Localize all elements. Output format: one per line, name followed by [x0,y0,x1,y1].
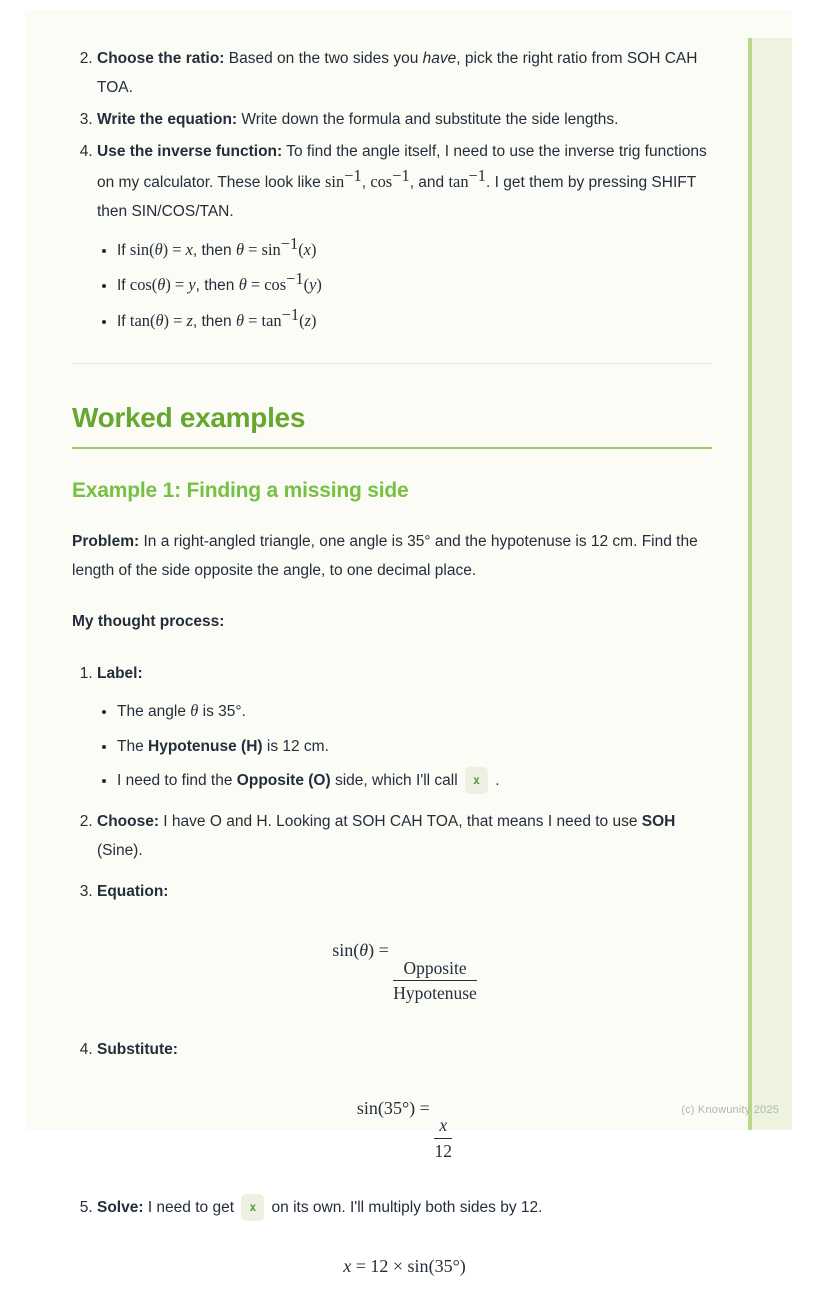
text-run: side, which I'll call [330,771,462,789]
text-run: x [343,1255,352,1276]
text-run: ) [310,239,317,259]
step-substitute-text [97,1035,712,1064]
text-run: The [117,737,149,755]
text-run: Use the inverse function: [97,143,283,161]
label-details-list [97,696,712,795]
text-run: To find the angle itself, I need to use the inverse trig functions on my calculator. These look like [97,143,707,191]
document-page [25,10,792,1276]
text-run: In a right-angled triangle, one angle is 35° and the hypotenuse is 12 cm. Find the length of the side opposite the angle, to one decimal place. [72,533,698,580]
text-run: . [490,771,500,789]
method-steps-list [72,44,712,337]
thought-process-label [72,607,712,636]
text-run: have [422,50,457,67]
text-run: ) = [368,940,394,961]
text-run: = 12 × sin(35°) [351,1255,466,1276]
text-run: I have O and H. Looking at SOH CAH TOA, that means I need to use [159,812,642,830]
inline-code-badge: x [241,1194,264,1222]
section-divider [72,363,712,364]
inline-code-badge: x [465,767,488,795]
text-run: is 12 cm. [262,737,329,755]
text-run: tan [261,311,282,331]
text-run: on its own. I'll multiply both sides by 12. [267,1198,543,1216]
solution-steps-list [72,659,712,1284]
text-run: −1 [468,165,487,185]
text-run: −1 [281,305,300,325]
example-heading: Example 1: Finding a missing side [72,479,409,503]
bullet-item-tan-inverse [117,306,712,337]
step-label-text [97,659,712,688]
list-item-write-equation [97,105,712,134]
text-run: θ [157,275,166,295]
text-run: SOH [641,812,676,830]
text-run: is 35°. [198,702,246,720]
text-run: z [304,311,311,331]
text-run: Substitute: [97,1040,178,1058]
text-run: θ [235,311,245,331]
section-heading-worked-examples: Worked examples [72,402,712,449]
text-run: I need to find the [117,771,237,789]
text-run: tan( [129,311,156,331]
text-run: −1 [392,165,410,185]
bullet-item-sin-inverse [117,235,712,266]
text-run: (Sine). [97,841,143,859]
equation-lhs [357,1099,434,1118]
text-run: Choose the ratio: [97,50,225,67]
text-run: Label: [97,664,143,682]
watermark: (c) Knowunity 2025 [681,1104,779,1116]
equation-solve [97,1250,712,1284]
text-run: ) = [165,275,189,295]
text-run: , then [192,241,236,259]
text-run: Problem: [72,533,140,551]
text-run: If [117,313,130,331]
text-run: , and [409,173,449,191]
text-run: = [246,275,265,295]
text-run: My thought process: [72,613,225,631]
list-item-inverse-function [97,137,712,337]
text-run: x [303,239,311,259]
step-label [97,659,712,795]
fraction-denominator: 12 [434,1141,452,1162]
text-run: = [244,311,262,331]
text-run: θ [359,940,369,961]
text-run: Hypotenuse (H) [148,737,263,755]
text-run: Opposite (O) [236,771,331,789]
text-run: = [244,239,262,259]
fraction [393,957,477,1005]
text-run: cos [264,275,287,295]
text-run: Choose: [97,812,159,830]
step-equation [97,877,712,1005]
text-run: If [117,277,130,295]
text-run: , then [192,313,236,331]
page-content [72,10,712,1314]
text-run: x [185,239,193,259]
text-run: cos( [129,275,158,295]
text-run: y [309,275,317,295]
text-run: θ [154,239,163,259]
text-run: If [117,241,130,259]
text-run: Solve: [97,1198,144,1216]
text-run: ( [299,311,305,331]
text-run: ( [298,239,304,259]
problem-statement [72,527,712,585]
page-edge-strip [748,38,792,1130]
step-equation-text [97,877,712,906]
list-item-text [97,137,712,226]
text-run: , then [195,277,239,295]
text-run: sin [261,239,281,259]
text-run: ) = [162,239,186,259]
text-run: sin [325,171,345,191]
text-run: Based on the two sides you [224,50,423,67]
text-run: z [186,311,193,331]
text-run: θ [235,239,245,259]
text-run: sin(35°) = [356,1098,435,1119]
text-run: Write down the formula and substitute the side lengths. [237,111,619,129]
equation-lhs [332,941,393,960]
text-run: Write the equation: [97,111,238,129]
step-choose [97,807,712,865]
text-run: y [188,275,196,295]
text-run: ( [303,275,310,295]
fraction-numerator: Opposite [393,957,477,982]
text-run: −1 [280,233,299,253]
text-run: , pick the right ratio from SOH CAH TOA. [97,50,698,97]
fraction [434,1114,452,1162]
text-run: tan [448,171,469,191]
inverse-formulas-list [97,235,712,338]
text-run: . I get them by pressing SHIFT then SIN/COS/TAN. [97,173,696,221]
text-run: ) [310,311,317,331]
text-run: θ [238,275,247,295]
equation-substituted [97,1092,712,1163]
bullet-item-hypotenuse [117,732,712,761]
text-run: , [361,173,371,191]
text-run: The angle [117,702,191,720]
text-run: sin( [129,239,155,259]
step-substitute [97,1035,712,1163]
text-run: sin( [332,940,360,961]
list-item-choose-ratio [97,44,712,102]
fraction-denominator: Hypotenuse [393,983,477,1004]
bullet-item-cos-inverse [117,270,712,301]
text-run: Equation: [97,883,169,901]
text-run: cos [370,171,393,191]
step-solve-text [97,1193,712,1222]
text-run: θ [190,700,199,720]
text-run: ) [316,275,322,295]
fraction-numerator: x [434,1114,452,1139]
text-run: θ [155,311,164,331]
step-solve [97,1193,712,1284]
equation-sine-ratio [97,934,712,1005]
bullet-item-opposite [117,766,712,795]
text-run: I need to get [143,1198,239,1216]
text-run: −1 [286,269,304,289]
bullet-item-angle [117,696,712,727]
text-run: −1 [344,165,362,185]
text-run: ) = [163,311,187,331]
